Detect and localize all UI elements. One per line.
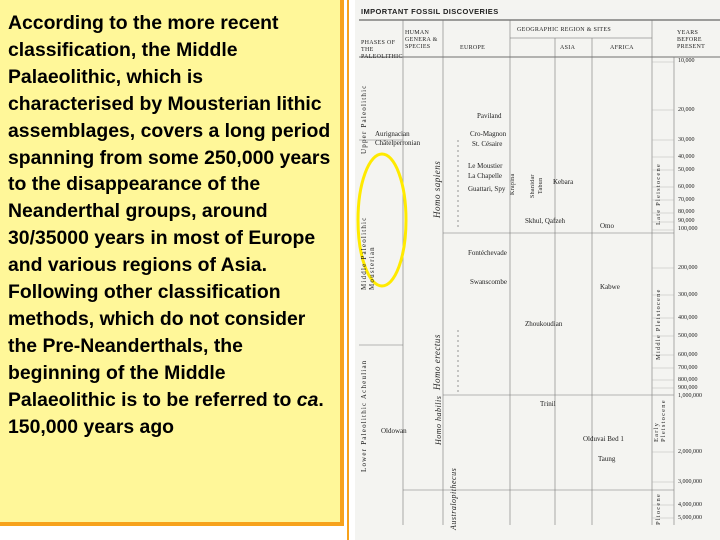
site-fontechevade: Fontéchevade: [468, 249, 507, 257]
site-tabun: Tabun: [538, 177, 544, 194]
culture-oldowan: Oldowan: [381, 427, 407, 435]
epoch-early-pleistocene: Early Pleistocene: [653, 399, 667, 442]
divider-line: [347, 0, 349, 540]
figure-title: IMPORTANT FOSSIL DISCOVERIES: [361, 7, 499, 16]
species-homo-habilis: Homo habilis: [434, 395, 443, 445]
site-cromagnon: Cro-Magnon: [470, 130, 507, 138]
year-tick: 50,000: [678, 167, 695, 173]
year-tick: 3,000,000: [678, 479, 702, 485]
year-tick: 5,000,000: [678, 515, 702, 521]
year-tick: 30,000: [678, 137, 695, 143]
year-tick: 80,000: [678, 209, 695, 215]
site-shanidar: Shanidar: [530, 174, 536, 198]
year-tick: 4,000,000: [678, 502, 702, 508]
site-kebara: Kebara: [553, 178, 574, 186]
phase-lower-paleolithic: Lower Paleolithic Acheulian: [360, 359, 368, 472]
year-tick: 40,000: [678, 154, 695, 160]
epoch-late-pleistocene: Late Pleistocene: [655, 163, 662, 225]
body-text-start: According to the more recent classification, the Middle Palaeolithic, which is characterised by Mousterian lithic assemblages, covers a long period spanning from some 250,000 years to the disappearance of the Neanderthal groups, around 30/35000 years in most of Europe and various regions of Asia. Following other classification methods, which do not consider the Pre-Neanderthals, the beginning of the Middle Palaeolithic is to be referred to: [8, 12, 331, 411]
header-europe: EUROPE: [460, 45, 486, 51]
species-homo-erectus: Homo erectus: [432, 334, 442, 390]
header-region: GEOGRAPHIC REGION & SITES: [517, 27, 612, 33]
site-lemoustier: Le Moustier: [468, 162, 503, 170]
body-text-ca: ca: [296, 388, 319, 411]
year-tick: 200,000: [678, 265, 698, 271]
site-taung: Taung: [598, 455, 616, 463]
epoch-middle-pleistocene: Middle Pleistocene: [655, 288, 662, 360]
phase-upper-paleolithic: Upper Paleolithic: [360, 84, 368, 154]
site-omo: Omo: [600, 222, 614, 230]
site-zhoukoudian: Zhoukoudian: [525, 320, 563, 328]
epoch-pliocene: Pliocene: [655, 493, 662, 525]
year-tick: 100,000: [678, 226, 698, 232]
header-africa: AFRICA: [610, 45, 634, 51]
site-trinil: Trinil: [540, 400, 556, 408]
site-stcesaire: St. Césaire: [472, 140, 503, 148]
year-tick: 90,000: [678, 218, 695, 224]
species-australopithecus: Australopithecus: [449, 467, 458, 530]
year-tick: 400,000: [678, 315, 698, 321]
year-tick: 10,000: [678, 58, 695, 64]
year-tick: 300,000: [678, 292, 698, 298]
figure-lines: [355, 0, 720, 540]
year-tick: 700,000: [678, 365, 698, 371]
year-tick: 900,000: [678, 385, 698, 391]
site-skhul-qafzeh: Skhul, Qafzeh: [525, 217, 566, 225]
site-krapina: Krapina: [510, 173, 516, 195]
year-tick: 800,000: [678, 377, 698, 383]
site-guattari-spy: Guattari, Spy: [468, 185, 506, 193]
year-tick: 500,000: [678, 333, 698, 339]
year-tick: 60,000: [678, 184, 695, 190]
year-tick: 1,000,000: [678, 393, 702, 399]
culture-aurignacian: Aurignacian: [375, 130, 410, 138]
header-human-genera: HUMAN GENERA & SPECIES: [405, 30, 438, 50]
culture-chatelperronian: Châtelperronian: [375, 139, 421, 147]
year-tick: 20,000: [678, 107, 695, 113]
fossil-chart-figure: [355, 0, 720, 540]
header-years: YEARS BEFORE PRESENT: [677, 30, 706, 50]
site-lachapelle: La Chapelle: [468, 172, 503, 180]
phase-middle-paleolithic: Middle Paleolithic Mousterian: [360, 216, 376, 290]
site-swanscombe: Swanscombe: [470, 278, 507, 286]
year-tick: 2,000,000: [678, 449, 702, 455]
header-asia: ASIA: [560, 45, 576, 51]
header-phases: PHASES OF THE PALEOLITHIC: [361, 40, 403, 60]
species-homo-sapiens: Homo sapiens: [432, 160, 442, 218]
site-paviland: Paviland: [477, 112, 502, 120]
year-tick: 70,000: [678, 197, 695, 203]
site-olduvai: Olduvai Bed 1: [583, 435, 624, 443]
body-text-end: . 150,000 years ago: [8, 388, 324, 438]
year-tick: 600,000: [678, 352, 698, 358]
body-text: [0, 0, 340, 441]
site-kabwe: Kabwe: [600, 283, 620, 291]
text-box: [0, 0, 344, 526]
